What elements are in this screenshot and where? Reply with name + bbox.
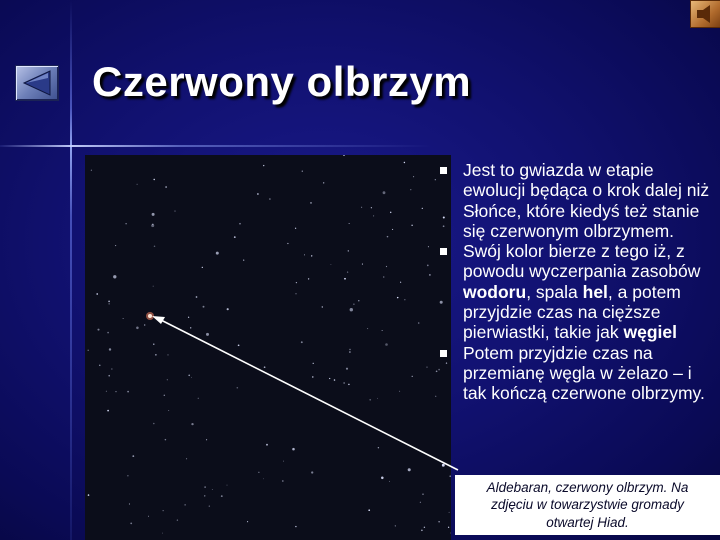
background-star	[344, 278, 346, 280]
background-star	[330, 264, 331, 265]
background-star	[221, 495, 223, 497]
background-star	[108, 375, 110, 377]
background-star	[302, 171, 303, 172]
background-star	[148, 516, 149, 517]
background-star	[420, 502, 421, 503]
background-star	[163, 510, 164, 511]
background-star	[165, 439, 167, 441]
background-star	[347, 271, 348, 272]
background-star	[350, 308, 353, 311]
background-star	[304, 254, 305, 255]
background-star	[385, 343, 388, 346]
background-star	[343, 155, 344, 156]
background-star	[429, 274, 431, 276]
background-star	[349, 351, 351, 353]
background-star	[165, 186, 167, 188]
background-star	[435, 179, 436, 180]
background-star	[106, 391, 107, 392]
background-star	[368, 509, 370, 511]
background-star	[137, 184, 138, 185]
background-star	[191, 377, 192, 378]
background-star	[322, 306, 323, 307]
bullet-item	[440, 160, 715, 241]
bullet-text: Jest to gwiazda w etapie ewolucji będąca o krok dalej niż Słońce, które kiedyś też stanie się czerwonym olbrzymem.	[463, 160, 710, 241]
background-star	[408, 468, 411, 471]
caption-text: Aldebaran, czerwony olbrzym. Na zdjęciu w towarzystwie gromady otwartej Hiad.	[486, 479, 689, 530]
background-star	[247, 521, 248, 522]
background-star	[422, 208, 423, 209]
background-star	[397, 297, 398, 298]
background-star	[129, 504, 130, 505]
background-star	[107, 332, 109, 334]
background-star	[263, 478, 264, 479]
background-star	[361, 207, 362, 208]
background-star	[412, 376, 413, 377]
background-star	[311, 255, 312, 256]
photo-caption	[455, 475, 720, 535]
background-star	[399, 391, 400, 392]
background-star	[369, 399, 371, 401]
background-star	[125, 223, 126, 224]
background-star	[212, 489, 213, 490]
background-star	[448, 527, 449, 528]
background-star	[168, 354, 169, 355]
background-star	[383, 191, 386, 194]
background-star	[387, 236, 389, 238]
background-star	[127, 391, 129, 393]
background-star	[427, 367, 428, 368]
background-star	[334, 379, 336, 381]
background-star	[413, 176, 414, 177]
background-star	[449, 475, 451, 477]
background-star	[295, 228, 296, 229]
aldebaran-star	[148, 314, 152, 318]
background-star	[308, 278, 309, 279]
background-star	[377, 398, 378, 399]
background-star	[410, 189, 411, 190]
background-star	[123, 318, 124, 319]
square-bullet-icon	[440, 248, 447, 255]
background-star	[348, 384, 350, 386]
star-field-photo	[85, 155, 451, 540]
background-star	[411, 225, 412, 226]
background-star	[88, 494, 90, 496]
bullet-list	[440, 160, 715, 404]
background-star	[204, 495, 205, 496]
background-star	[107, 410, 109, 412]
background-star	[386, 266, 387, 267]
background-star	[438, 521, 439, 522]
background-star	[185, 504, 186, 505]
background-star	[162, 533, 163, 534]
background-star	[381, 477, 384, 480]
background-star	[373, 215, 374, 216]
background-star	[234, 236, 236, 238]
keyword-carbon: węgiel	[623, 322, 677, 343]
background-star	[155, 354, 156, 355]
sound-button[interactable]	[690, 0, 720, 28]
left-triangle-icon	[16, 66, 58, 100]
decorative-vertical-line	[70, 0, 72, 540]
background-star	[346, 368, 348, 370]
background-star	[382, 330, 383, 331]
background-star	[310, 202, 312, 204]
background-star	[436, 370, 438, 372]
background-star	[449, 512, 450, 513]
background-star	[96, 293, 98, 295]
background-star	[282, 480, 284, 482]
bullet-item	[440, 241, 715, 342]
background-star	[115, 245, 116, 246]
background-star	[442, 464, 445, 467]
background-star	[283, 461, 284, 462]
background-star	[196, 296, 198, 298]
background-star	[186, 458, 187, 459]
speaker-icon	[691, 1, 720, 27]
background-star	[358, 300, 359, 301]
background-star	[191, 423, 193, 425]
background-star	[243, 260, 244, 261]
background-star	[153, 423, 155, 425]
background-star	[428, 246, 429, 247]
background-star	[287, 243, 288, 244]
background-star	[206, 439, 207, 440]
bullet-text: Potem przyjdzie czas na przemianę węgla w żelazo – i tak kończą czerwone olbrzymy.	[463, 342, 705, 404]
background-star	[378, 447, 379, 448]
background-star	[238, 344, 240, 346]
background-star	[266, 444, 268, 446]
background-star	[295, 293, 296, 294]
background-star	[264, 366, 266, 368]
back-button[interactable]	[15, 65, 59, 101]
background-star	[367, 328, 368, 329]
background-star	[164, 395, 165, 396]
background-star	[111, 368, 112, 369]
background-star	[202, 267, 203, 268]
background-star	[153, 344, 154, 345]
background-star	[127, 475, 128, 476]
background-star	[167, 379, 168, 380]
background-star	[258, 472, 259, 473]
background-star	[153, 286, 154, 287]
background-star	[168, 410, 169, 411]
background-star	[87, 350, 88, 351]
slide-title: Czerwony olbrzym	[92, 58, 472, 105]
square-bullet-icon	[440, 167, 447, 174]
background-star	[206, 333, 209, 336]
background-star	[216, 252, 219, 255]
background-star	[136, 327, 139, 330]
background-star	[389, 481, 390, 482]
background-star	[435, 396, 436, 397]
background-star	[329, 378, 330, 379]
background-star	[349, 223, 350, 224]
background-star	[295, 526, 296, 527]
background-star	[348, 250, 349, 251]
background-star	[239, 223, 241, 225]
background-star	[188, 317, 189, 318]
background-star	[421, 530, 423, 532]
background-star	[323, 182, 324, 183]
background-star	[257, 193, 259, 195]
background-star	[301, 341, 303, 343]
background-star	[209, 505, 210, 506]
background-star	[152, 224, 153, 225]
background-star	[349, 349, 350, 350]
background-star	[113, 275, 116, 278]
background-star	[109, 348, 111, 350]
background-star	[422, 494, 423, 495]
background-star	[344, 382, 345, 383]
background-star	[190, 327, 191, 328]
background-star	[99, 365, 100, 366]
background-star	[97, 329, 99, 331]
background-star	[91, 170, 92, 171]
background-star	[130, 522, 132, 524]
background-star	[132, 455, 134, 457]
background-star	[450, 533, 451, 534]
background-star	[404, 299, 405, 300]
background-star	[144, 324, 145, 325]
background-star	[362, 264, 363, 265]
background-star	[353, 304, 354, 305]
background-star	[424, 527, 425, 528]
background-star	[115, 391, 116, 392]
background-star	[269, 198, 271, 200]
background-star	[108, 301, 110, 303]
square-bullet-icon	[440, 350, 447, 357]
background-star	[204, 486, 205, 487]
background-star	[154, 246, 156, 248]
background-star	[237, 387, 239, 389]
background-star	[296, 282, 297, 283]
background-star	[311, 471, 313, 473]
background-star	[395, 525, 396, 526]
decorative-horizontal-line	[0, 145, 720, 147]
background-star	[227, 485, 228, 486]
background-star	[371, 207, 372, 208]
background-star	[188, 375, 190, 377]
background-star	[153, 179, 154, 180]
background-star	[203, 306, 205, 308]
background-star	[177, 519, 178, 520]
background-star	[427, 265, 429, 267]
background-star	[313, 363, 314, 364]
background-star	[383, 276, 384, 277]
background-star	[263, 165, 264, 166]
background-star	[312, 376, 313, 377]
background-star	[152, 213, 155, 216]
keyword-helium: hel	[582, 281, 608, 302]
background-star	[404, 162, 405, 163]
background-star	[292, 448, 295, 451]
background-star	[174, 211, 175, 212]
background-star	[109, 303, 110, 304]
background-star	[418, 322, 420, 324]
bullet-item	[440, 343, 715, 404]
background-star	[198, 398, 199, 399]
background-star	[392, 229, 393, 230]
background-star	[227, 308, 229, 310]
background-star	[390, 212, 391, 213]
bullet-text: Swój kolor bierze z tego iż, z powodu wyczerpania zasobów wodoru, spala hel, a potem przyjdzie czas na cięższe pierwiastki, takie jak węgiel	[463, 241, 701, 343]
background-star	[400, 282, 401, 283]
keyword-hydrogen: wodoru	[463, 281, 527, 302]
